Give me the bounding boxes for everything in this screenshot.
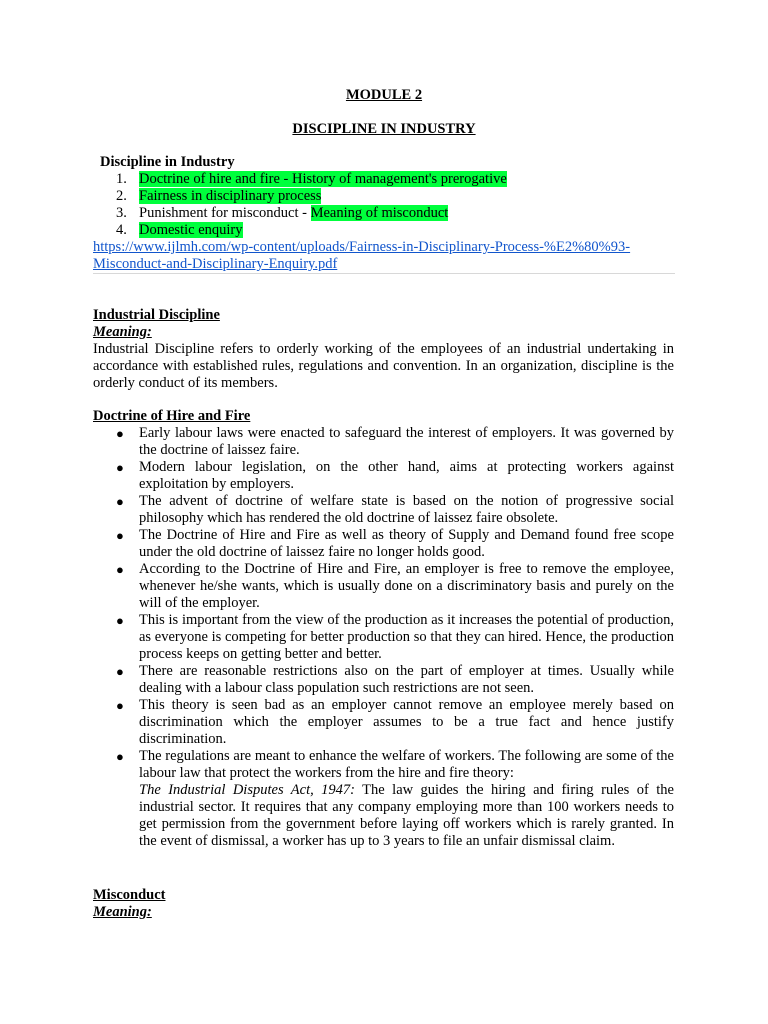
list-item <box>93 697 674 748</box>
toc-text: Punishment for misconduct - <box>139 205 311 221</box>
list-item <box>93 748 674 850</box>
doctrine-bullet-list <box>93 425 674 850</box>
toc-list <box>116 171 507 239</box>
bullet-icon: ● <box>116 664 124 679</box>
document-title: DISCIPLINE IN INDUSTRY <box>292 121 476 137</box>
bullet-icon: ● <box>116 562 124 577</box>
bullet-text: Modern labour legislation, on the other hand, aims at protecting workers against exploitation by employers. <box>139 459 674 492</box>
industrial-discipline-section <box>93 307 674 392</box>
bullet-text: This is important from the view of the production as it increases the potential of production, as everyone is competing for better production so that they can hired. Hence, the production process keeps on getting better and better. <box>139 612 674 662</box>
toc-number: 3. <box>116 205 127 221</box>
toc-item-4 <box>116 222 507 239</box>
list-item <box>93 493 674 527</box>
industrial-discipline-heading: Industrial Discipline <box>93 307 220 323</box>
industrial-disputes-act-paragraph <box>139 782 674 850</box>
toc-number: 2. <box>116 188 127 204</box>
act-description: The law guides the hiring and firing rules of the industrial sector. It requires that any company employing more than 100 workers needs to get permission from the government before laying off workers which is rarely granted. In the event of dismissal, a worker has up to 3 years to file an unfair dismissal claim. <box>139 782 674 849</box>
bullet-text: According to the Doctrine of Hire and Fire, an employer is free to remove the employee, whenever he/she wants, which is usually done on a discriminatory basis and purely on the will of the employer. <box>139 561 674 611</box>
doctrine-heading-wrap <box>93 408 674 425</box>
toc-highlight: Domestic enquiry <box>139 222 243 238</box>
bullet-text: The Doctrine of Hire and Fire as well as theory of Supply and Demand found free scope under the old doctrine of laissez faire no longer holds good. <box>139 527 674 560</box>
toc-number: 4. <box>116 222 127 238</box>
bullet-icon: ● <box>116 613 124 628</box>
bullet-text: This theory is seen bad as an employer cannot remove an employee merely based on discrimination which the employer assumes to be a true fact and hence justify discrimination. <box>139 697 674 747</box>
divider <box>93 273 675 274</box>
bullet-text: There are reasonable restrictions also on the part of employer at times. Usually while dealing with a labour class population such restrictions are not seen. <box>139 663 674 696</box>
list-item <box>93 612 674 663</box>
misconduct-section <box>93 887 674 921</box>
bullet-icon: ● <box>116 528 124 543</box>
toc-highlight: Fairness in disciplinary process <box>139 188 322 204</box>
bullet-text: Early labour laws were enacted to safeguard the interest of employers. It was governed by the doctrine of laissez faire. <box>139 425 674 458</box>
misconduct-meaning-subheading: Meaning: <box>93 904 152 920</box>
bullet-icon: ● <box>116 698 124 713</box>
list-item <box>93 527 674 561</box>
list-item <box>93 459 674 493</box>
toc-item-1 <box>116 171 507 188</box>
toc-number: 1. <box>116 171 127 187</box>
list-item <box>93 561 674 612</box>
misconduct-heading: Misconduct <box>93 887 166 903</box>
bullet-icon: ● <box>116 426 124 441</box>
list-item <box>93 425 674 459</box>
toc-heading: Discipline in Industry <box>100 154 235 170</box>
bullet-text: The advent of doctrine of welfare state is based on the notion of progressive social philosophy which has rendered the old doctrine of laissez faire obsolete. <box>139 493 674 526</box>
toc-item-2 <box>116 188 507 205</box>
bullet-icon: ● <box>116 494 124 509</box>
bullet-text: The regulations are meant to enhance the welfare of workers. The following are some of the labour law that protect the workers from the hire and fire theory: <box>139 748 674 781</box>
meaning-subheading: Meaning: <box>93 324 152 340</box>
list-item <box>93 663 674 697</box>
industrial-discipline-body: Industrial Discipline refers to orderly working of the employees of an industrial undertaking in accordance with established rules, regulations and convention. In an organization, discipline is the orderly conduct of its members. <box>93 341 674 391</box>
bullet-icon: ● <box>116 460 124 475</box>
toc-highlight: Doctrine of hire and fire - History of management's prerogative <box>139 171 507 187</box>
reference-link[interactable]: https://www.ijlmh.com/wp-content/uploads/Fairness-in-Disciplinary-Process-%E2%80%93-Misconduct-and-Disciplinary-Enquiry.pdf <box>93 239 631 272</box>
toc-item-3 <box>116 205 507 222</box>
doctrine-heading: Doctrine of Hire and Fire <box>93 408 251 424</box>
toc-highlight: Meaning of misconduct <box>310 205 449 221</box>
bullet-icon: ● <box>116 749 124 764</box>
act-name: The Industrial Disputes Act, 1947: <box>139 782 355 798</box>
module-title: MODULE 2 <box>345 87 423 103</box>
